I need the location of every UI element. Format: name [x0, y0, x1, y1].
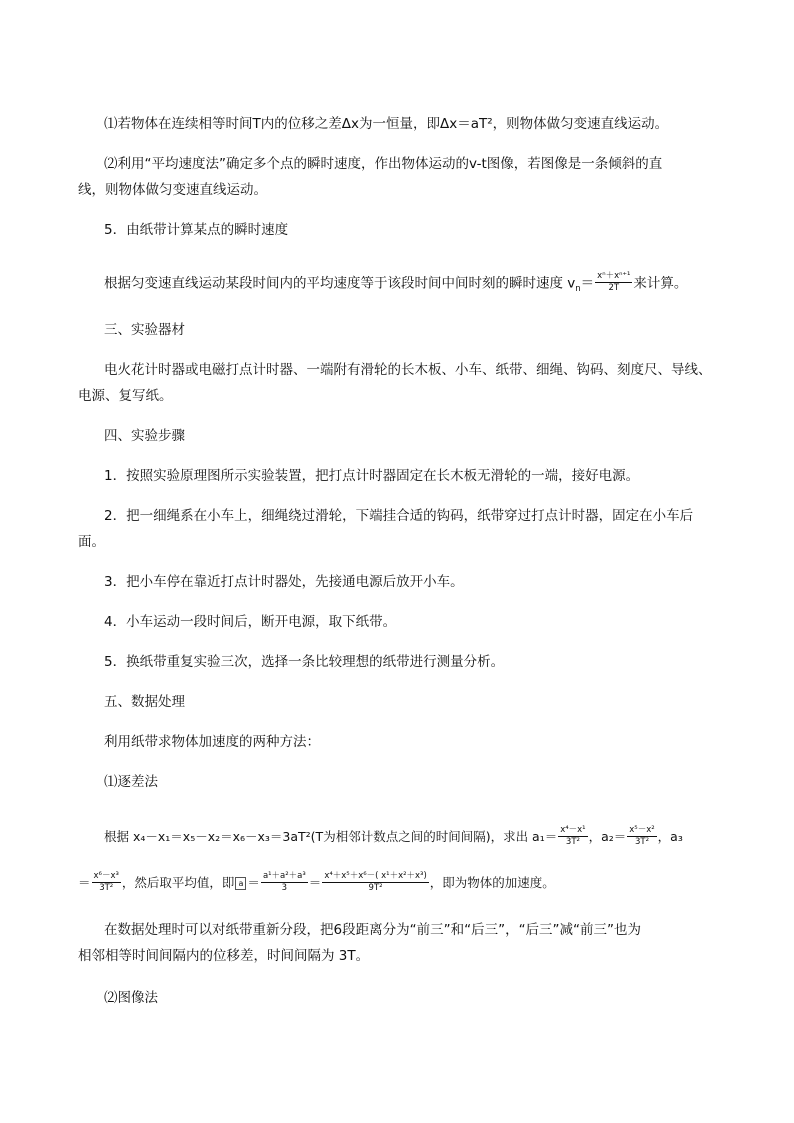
section-data-heading: 五、数据处理 [104, 694, 185, 710]
section-equipment-heading: 三、实验器材 [104, 322, 185, 338]
criterion-2-line-2: 线，则物体做匀变速直线运动。 [78, 182, 267, 198]
average-a-symbol: a [235, 877, 246, 890]
step-3: 3．把小车停在靠近打点计时器处，先接通电源后放开小车。 [104, 574, 464, 590]
section-5-heading: 5．由纸带计算某点的瞬时速度 [104, 222, 289, 238]
acceleration-methods-intro: 利用纸带求物体加速度的两种方法： [104, 734, 320, 750]
displacement-fraction: $\frac{\text{x⁴＋x⁵＋x⁶－( x¹＋x²＋x³)}}{\text{9T²}}$ [324, 871, 427, 893]
criterion-2-line-1: ⑵利用“平均速度法”确定多个点的瞬时速度，作出物体运动的v-t图像，若图像是一条倾斜的直 [104, 156, 663, 172]
a3-fraction: $\frac{\text{x⁶－x³}}{\text{3T²}}$ [93, 871, 119, 893]
segmentation-note-line-1: 在数据处理时可以对纸带重新分段，把6段距离分为“前三”和“后三”，“后三”减“前三”也为 [104, 922, 642, 938]
criterion-1: ⑴若物体在连续相等时间T内的位移之差Δx为一恒量，即Δx＝aT²，则物体做匀变速直线运动。 [104, 116, 669, 132]
instant-velocity-formula-line: 根据匀变速直线运动某段时间内的平均速度等于该段时间中间时刻的瞬时速度 $v_n=$ $\frac{\text{xⁿ＋xⁿ⁺¹}}{2T}$ 来计算。 [104, 271, 688, 295]
equipment-line-2: 电源、复写纸。 [78, 388, 173, 404]
successive-difference-line-2: ＝ $\frac{\text{x⁶－x³}}{\text{3T²}}$ ，然后取平均值，即 a ＝ $\frac{\text{a¹＋a²＋a³}}{3}$ ＝ $\frac{\text{x⁴＋x⁵＋x⁶－( x¹＋x²＋x³)}}{\text{9T²}}$ ，即为物体的加速度。 [78, 871, 555, 893]
step-4: 4．小车运动一段时间后，断开电源，取下纸带。 [104, 614, 397, 630]
successive-difference-line-1: 根据 x₄－x₁＝x₅－x₂＝x₆－x₃＝3aT²(T为相邻计数点之间的时间间隔)，求出 a₁＝ $\frac{\text{x⁴－x¹}}{\text{3T²}}$ ，a₂＝ $\frac{\text{x⁵－x²}}{\text{3T²}}$ ，a₃ [104, 825, 683, 847]
step-2-line-2: 面。 [78, 534, 105, 550]
step-1: 1．按照实验原理图所示实验装置，把打点计时器固定在长木板无滑轮的一端，接好电源。 [104, 468, 640, 484]
method-1-heading: ⑴逐差法 [104, 774, 158, 790]
section-steps-heading: 四、实验步骤 [104, 428, 185, 444]
average-a-fraction: $\frac{\text{a¹＋a²＋a³}}{3}$ [262, 871, 306, 893]
step-5: 5．换纸带重复实验三次，选择一条比较理想的纸带进行测量分析。 [104, 654, 505, 670]
a2-fraction: $\frac{\text{x⁵－x²}}{\text{3T²}}$ [629, 825, 655, 847]
segmentation-note-line-2: 相邻相等时间间隔内的位移差，时间间隔为 3T。 [78, 948, 370, 964]
equipment-line-1: 电火花计时器或电磁打点计时器、一端附有滑轮的长木板、小车、纸带、细绳、钩码、刻度尺、导线、 [104, 362, 712, 378]
velocity-fraction: $\frac{\text{xⁿ＋xⁿ⁺¹}}{2T}$ [597, 271, 631, 293]
method-2-heading: ⑵图像法 [104, 990, 158, 1006]
step-2-line-1: 2．把一细绳系在小车上，细绳绕过滑轮，下端挂合适的钩码，纸带穿过打点计时器，固定在小车后 [104, 508, 694, 524]
a1-fraction: $\frac{\text{x⁴－x¹}}{\text{3T²}}$ [560, 825, 586, 847]
